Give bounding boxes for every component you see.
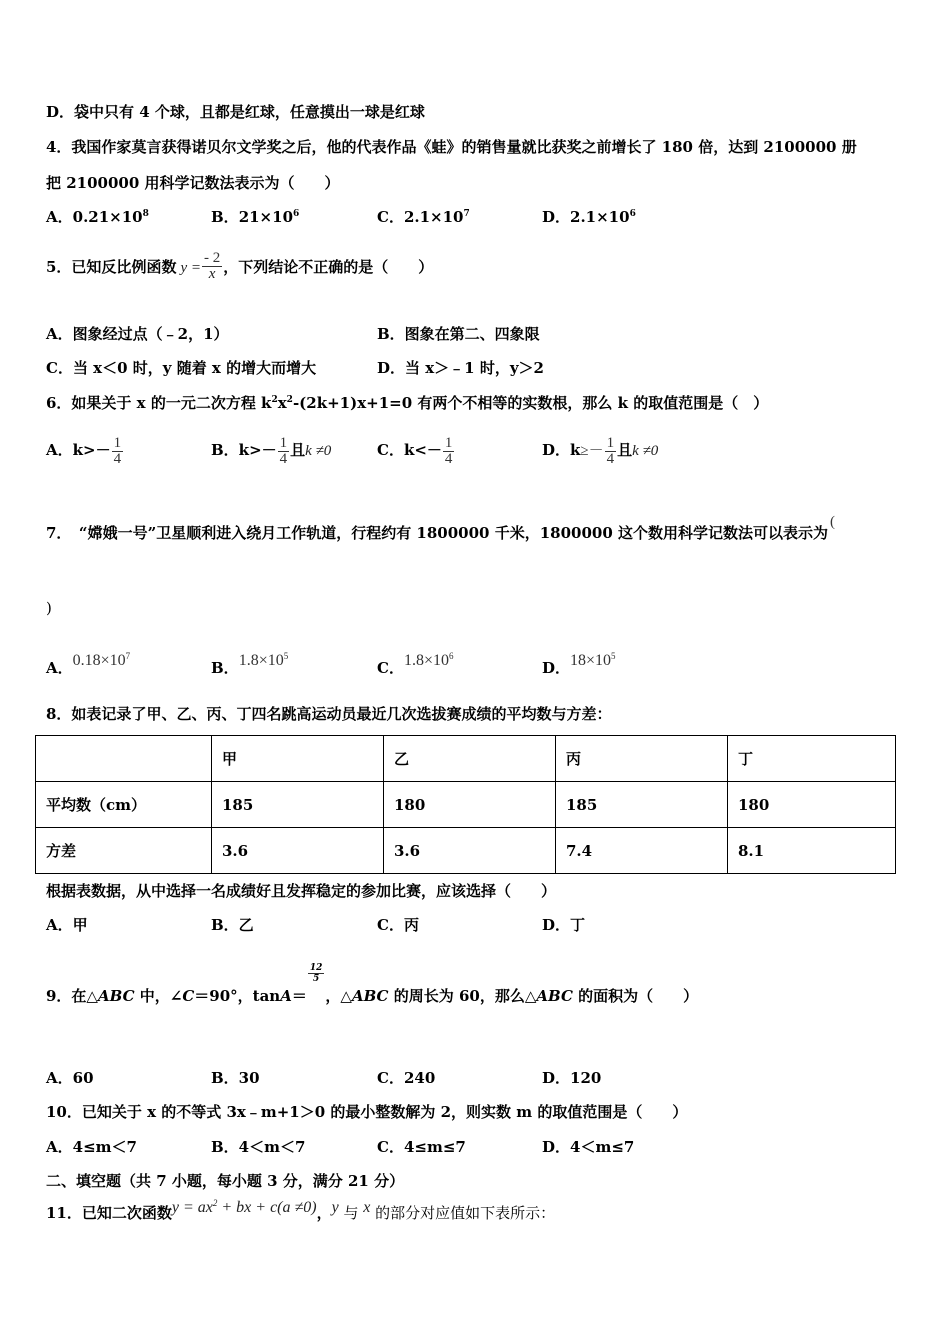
- q8-option-b: B．乙: [211, 916, 254, 934]
- q7-option-a: A．$0.18\times 10^7$: [46, 651, 131, 677]
- q6-option-d: D．k≥－ $\frac{1}{4}$ 且k ≠0: [542, 434, 659, 467]
- table-cell: 185: [556, 782, 728, 828]
- q9-option-a: A．60: [46, 1069, 94, 1087]
- q4-option-b: B．$21\times 10^6$: [211, 208, 300, 226]
- table-cell: 180: [728, 782, 896, 828]
- q5-option-b: B．图象在第二、四象限: [377, 325, 540, 343]
- q4-option-c: C．$2.1\times 10^7$: [377, 208, 470, 226]
- q3-option-d: D．袋中只有 4 个球，且都是红球，任意摸出一球是红球: [46, 103, 425, 121]
- q10-option-c: C．4≤m≤7: [377, 1138, 466, 1156]
- table-cell: 方差: [36, 828, 212, 874]
- q4-stem-line1: 4．我国作家莫言获得诺贝尔文学奖之后，他的代表作品《蛙》的销售量就比获奖之前增长了 180 倍，达到 2100000 册: [46, 138, 857, 156]
- q6-option-a: A．k>－ $\frac{1}{4}$: [46, 434, 122, 467]
- q5-option-d: D．当 x＞﹣1 时，y＞2: [377, 359, 544, 377]
- q8-table: [35, 735, 896, 874]
- q10-option-a: A．4≤m＜7: [46, 1138, 137, 1156]
- table-cell: [36, 736, 212, 782]
- q8-after-table: 根据表数据，从中选择一名成绩好且发挥稳定的参加比赛，应该选择（ ）: [46, 882, 557, 900]
- q9-option-b: B．30: [211, 1069, 260, 1087]
- table-cell: 乙: [384, 736, 556, 782]
- q7-option-c: C．$1.8\times 10^6$: [377, 651, 454, 677]
- table-cell: 甲: [212, 736, 384, 782]
- q7-stem: 7． “嫦娥一号”卫星顺利进入绕月工作轨道，行程约有 1800000 千米，1800000 这个数用科学记数法可以表示为(: [46, 514, 835, 542]
- q9-fraction: $\frac{12}{5}$: [309, 962, 323, 984]
- table-cell: 185: [212, 782, 384, 828]
- q8-option-a: A．甲: [46, 916, 88, 934]
- q8-option-c: C．丙: [377, 916, 419, 934]
- section-title: 二、填空题（共 7 小题，每小题 3 分，满分 21 分）: [46, 1172, 405, 1190]
- table-header-row: [36, 736, 896, 782]
- q7-close-paren: ): [46, 599, 52, 617]
- q5-option-c: C．当 x＜0 时，y 随着 x 的增大而增大: [46, 359, 317, 377]
- q10-stem: 10．已知关于 x 的不等式 3x﹣m+1＞0 的最小整数解为 2，则实数 m 的取值范围是（ ）: [46, 1103, 688, 1121]
- table-cell: 7.4: [556, 828, 728, 874]
- q6-stem: 6．如果关于 x 的一元二次方程 $k^2x^2-(2k+1)x+1=0$ 有两个不相等的实数根，那么 k 的取值范围是（ ）: [46, 394, 769, 412]
- q4-option-a: A．$0.21\times 10^8$: [46, 208, 149, 226]
- q5-option-a: A．图象经过点（﹣2，1）: [46, 325, 229, 343]
- q7-option-d: D．$18\times 10^5$: [542, 651, 616, 677]
- table-cell: 3.6: [212, 828, 384, 874]
- q9-option-c: C．240: [377, 1069, 436, 1087]
- table-cell: 8.1: [728, 828, 896, 874]
- q10-option-d: D．4＜m≤7: [542, 1138, 635, 1156]
- table-row: [36, 782, 896, 828]
- table-cell: 平均数（cm）: [36, 782, 212, 828]
- q8-option-d: D．丁: [542, 916, 586, 934]
- q11-stem: 11．已知二次函数$y = ax^2$ + bx + c(a ≠0)，y 与 x 的部分对应值如下表所示：: [46, 1198, 556, 1222]
- table-cell: 3.6: [384, 828, 556, 874]
- q9-option-d: D．120: [542, 1069, 602, 1087]
- q8-stem: 8．如表记录了甲、乙、丙、丁四名跳高运动员最近几次选拔赛成绩的平均数与方差：: [46, 705, 612, 723]
- q6-option-c: C．k<－ $\frac{1}{4}$: [377, 434, 453, 467]
- q5-fraction: $\frac{- 2}{x}$: [203, 250, 221, 282]
- q7-option-b: B．$1.8\times 10^5$: [211, 651, 289, 677]
- q4-option-d: D．$2.1\times 10^6$: [542, 208, 636, 226]
- q10-option-b: B．4＜m＜7: [211, 1138, 306, 1156]
- q6-option-b: B．k>－ $\frac{1}{4}$ 且k ≠0: [211, 434, 332, 467]
- table-cell: 丁: [728, 736, 896, 782]
- table-row: [36, 828, 896, 874]
- q4-stem-line2: 把 2100000 用科学记数法表示为（ ）: [46, 174, 340, 192]
- table-cell: 丙: [556, 736, 728, 782]
- q5-y-equals: y =: [180, 260, 201, 276]
- table-cell: 180: [384, 782, 556, 828]
- q5-stem: 5．已知反比例函数 y = $\frac{- 2}{x}$ ，下列结论不正确的是（ ）: [46, 250, 434, 282]
- q9-stem: 9．在△ABC 中，∠C＝90°，tanA＝ $\frac{12}{5}$ ，△ABC 的周长为 60，那么△ABC 的面积为（ ）: [46, 962, 699, 1005]
